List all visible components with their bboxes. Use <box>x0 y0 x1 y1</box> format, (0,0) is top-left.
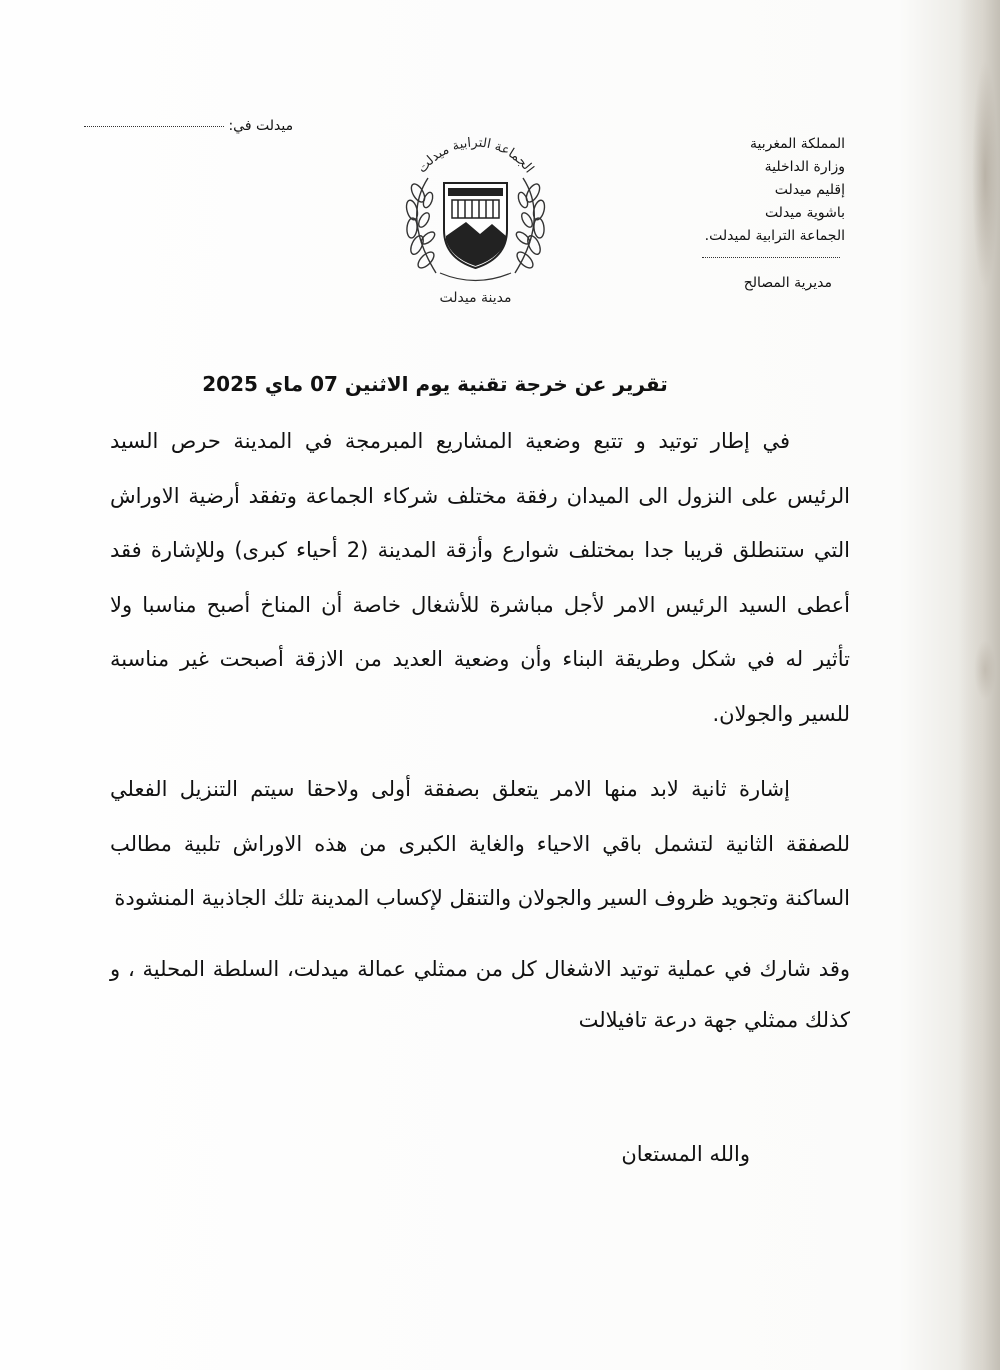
place-date-field <box>78 118 293 134</box>
province-line: إقليم ميدلت <box>774 182 845 198</box>
ministry-line: وزارة الداخلية <box>764 159 845 175</box>
date-dotted-line <box>84 126 224 127</box>
service-line: مديرية المصالح <box>743 275 832 291</box>
closing-phrase: والله المستعان <box>621 1142 750 1166</box>
emblem-shield <box>444 183 507 268</box>
paragraph-3: وقد شارك في عملية توتيد الاشغال كل من ممثلي عمالة ميدلت، السلطة المحلية ، و كذلك ممثلي جهة درعة تافيلالت <box>110 956 850 1032</box>
paragraph-2: إشارة ثانية لابد منها الامر يتعلق بصفقة أولى ولاحقا سيتم التنزيل الفعلي للصفقة الثانية لتشمل باقي الاحياء والغاية الكبرى من هذه الاوراش تلبية مطالب الساكنة وتجويد ظروف السير والجولان والتنقل لإكساب المدينة تلك الجاذبية المنشودة <box>110 777 850 910</box>
paragraph-1: في إطار توتيد و تتبع وضعية المشاريع المبرمجة في المدينة حرص السيد الرئيس على النزول الى الميدان رفقة مختلف شركاء الجماعة وتفقد أرضية الاوراش التي ستنطلق قريبا جدا بمختلف شوارع وأزقة المدينة (2 أحياء كبرى) وللإشارة فقد أعطى السيد الرئيس الامر لأجل مباشرة للأشغال خاصة أن المناخ أصبح مناسبا ولا تأثير له في شكل وطريقة البناء وأن وضعية العديد من الازقة أصبحت غير مناسبة للسير والجولان. <box>110 429 850 726</box>
commune-emblem-icon <box>388 108 563 308</box>
page-edge-smudge <box>972 60 998 290</box>
letterhead-block <box>705 133 845 248</box>
page-edge-smudge <box>974 640 996 700</box>
left-laurel <box>405 178 437 273</box>
report-body <box>110 414 850 1046</box>
report-title: تقرير عن خرجة تقنية يوم الاثنين 07 ماي 2025 <box>202 372 668 396</box>
kingdom-line: المملكة المغربية <box>749 136 845 152</box>
pashalik-line: باشوية ميدلت <box>764 205 845 221</box>
emblem-bottom-text: مدينة ميدلت <box>439 290 512 306</box>
place-date-label: ميدلت في: <box>228 118 294 134</box>
right-laurel <box>514 178 546 273</box>
emblem-arc-text: الجماعة الترابية ميدلت <box>414 135 537 177</box>
commune-line: الجماعة الترابية لميدلت. <box>704 228 845 244</box>
emblem-ribbon <box>440 273 511 281</box>
header-divider <box>702 257 840 258</box>
